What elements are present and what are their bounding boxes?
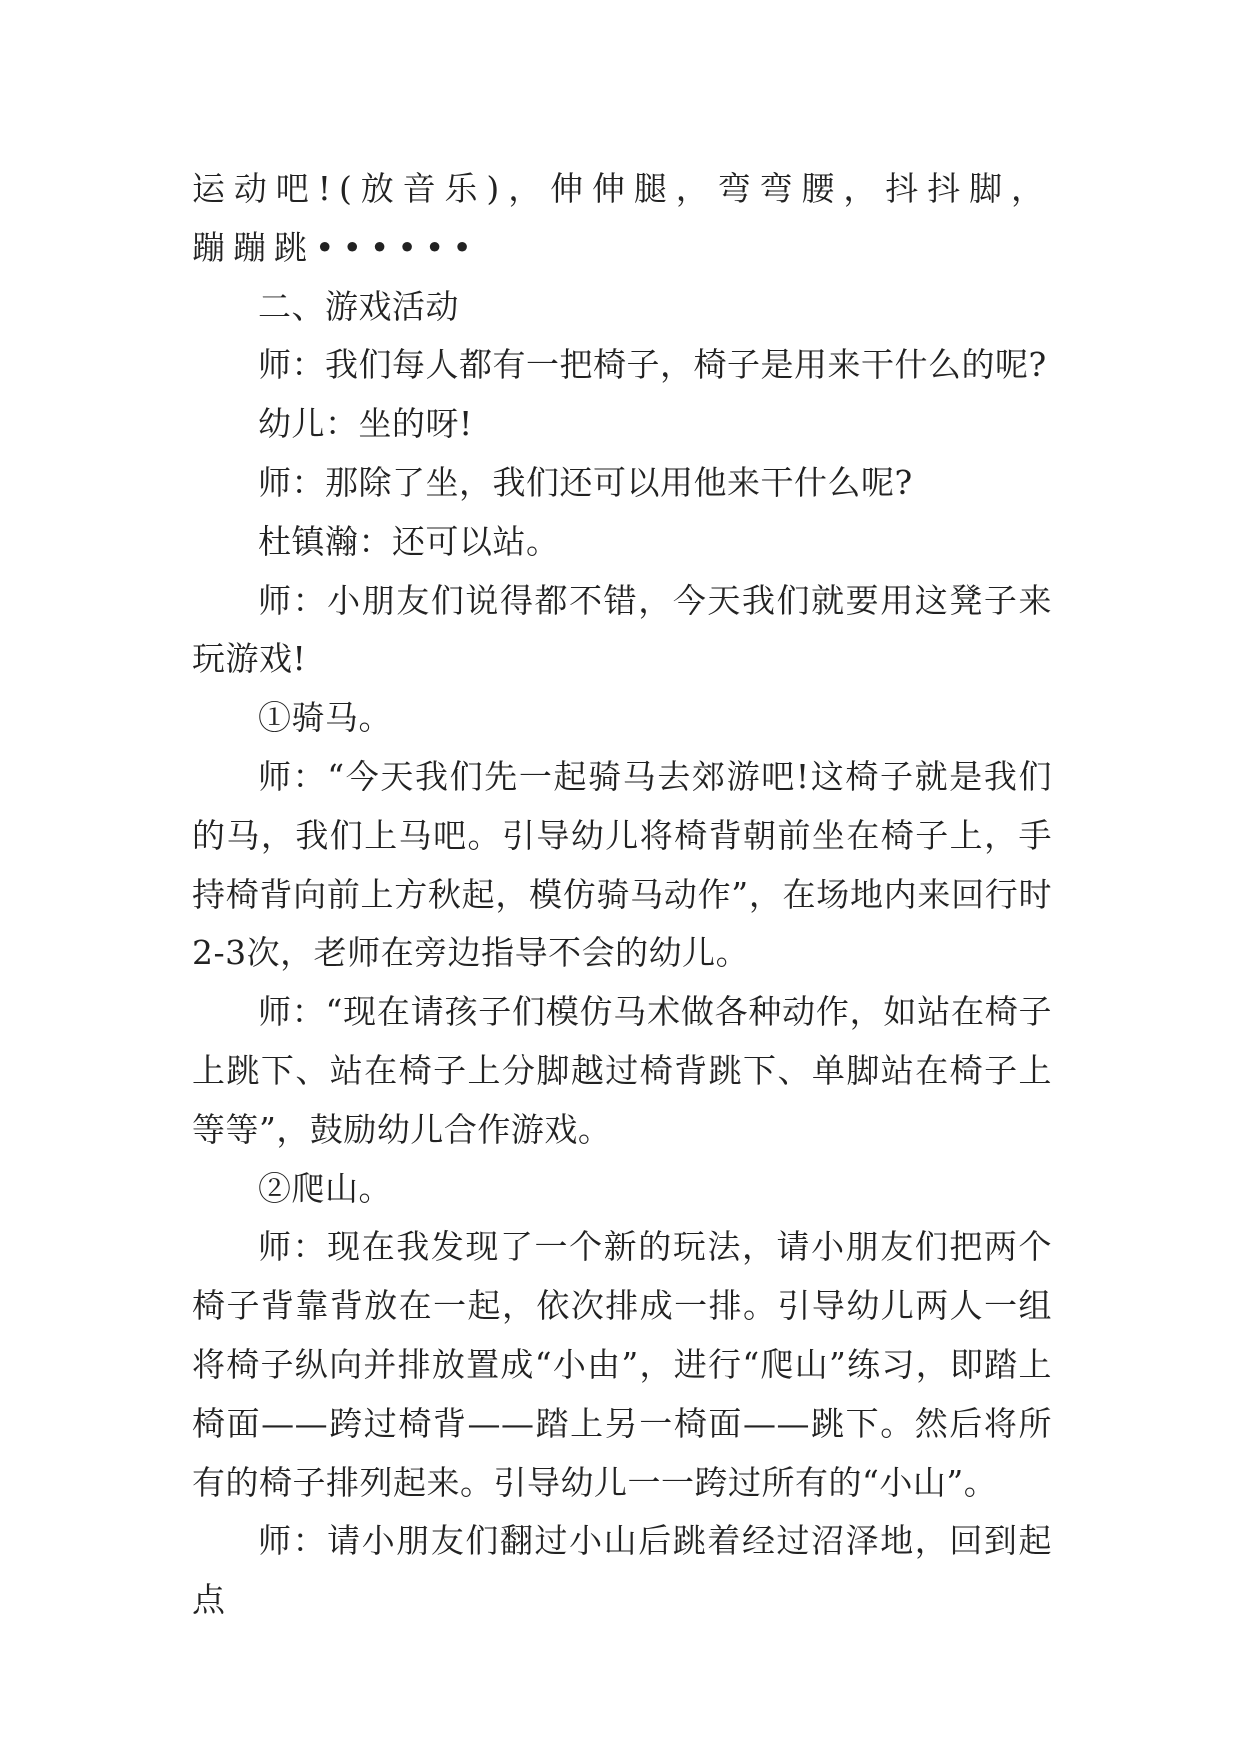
subheading-mountain-climbing: ②爬山。 [258,1168,392,1208]
paragraph-child-answer: 幼儿：坐的呀! [258,404,473,444]
subheading-horse-riding: ①骑马。 [258,698,392,738]
paragraph-horsemanship-actions: 师：“现在请孩子们模仿马术做各种动作，如站在椅子上跳下、站在椅子上分脚越过椅背跳下、单脚站在椅子上等等”，鼓励幼儿合作游戏。 [192,992,1052,1149]
section-heading-game-activity: 二、游戏活动 [258,286,459,326]
paragraph-teacher-question: 师：我们每人都有一把椅子，椅子是用来干什么的呢? [258,345,1047,385]
paragraph-warmup-continued: 运动吧!(放音乐)，伸伸腿，弯弯腰，抖抖脚，蹦蹦跳•••••• [192,169,1052,267]
paragraph-swamp-return: 师：请小朋友们翻过小山后跳着经过沼泽地，回到起点 [192,1521,1052,1620]
document-body [192,160,1052,1630]
paragraph-teacher-followup: 师：那除了坐，我们还可以用他来干什么呢? [258,462,913,502]
paragraph-horse-riding-instructions: 师：“今天我们先一起骑马去郊游吧!这椅子就是我们的马，我们上马吧。引导幼儿将椅背朝前坐在椅子上，手持椅背向前上方秋起，模仿骑马动作”，在场地内来回行时2-3次，老师在旁边指导不会的幼儿。 [192,756,1052,973]
paragraph-teacher-intro-game: 师：小朋友们说得都不错，今天我们就要用这凳子来玩游戏! [192,580,1052,679]
paragraph-student-answer: 杜镇瀚：还可以站。 [258,521,560,561]
paragraph-mountain-climbing-instructions: 师：现在我发现了一个新的玩法，请小朋友们把两个椅子背靠背放在一起，依次排成一排。引导幼儿两人一组将椅子纵向并排放置成“小由”，进行“爬山”练习，即踏上椅面——跨过椅背——踏上另一椅面——跳下。然后将所有的椅子排列起来。引导幼儿一一跨过所有的“小山”。 [192,1227,1052,1502]
